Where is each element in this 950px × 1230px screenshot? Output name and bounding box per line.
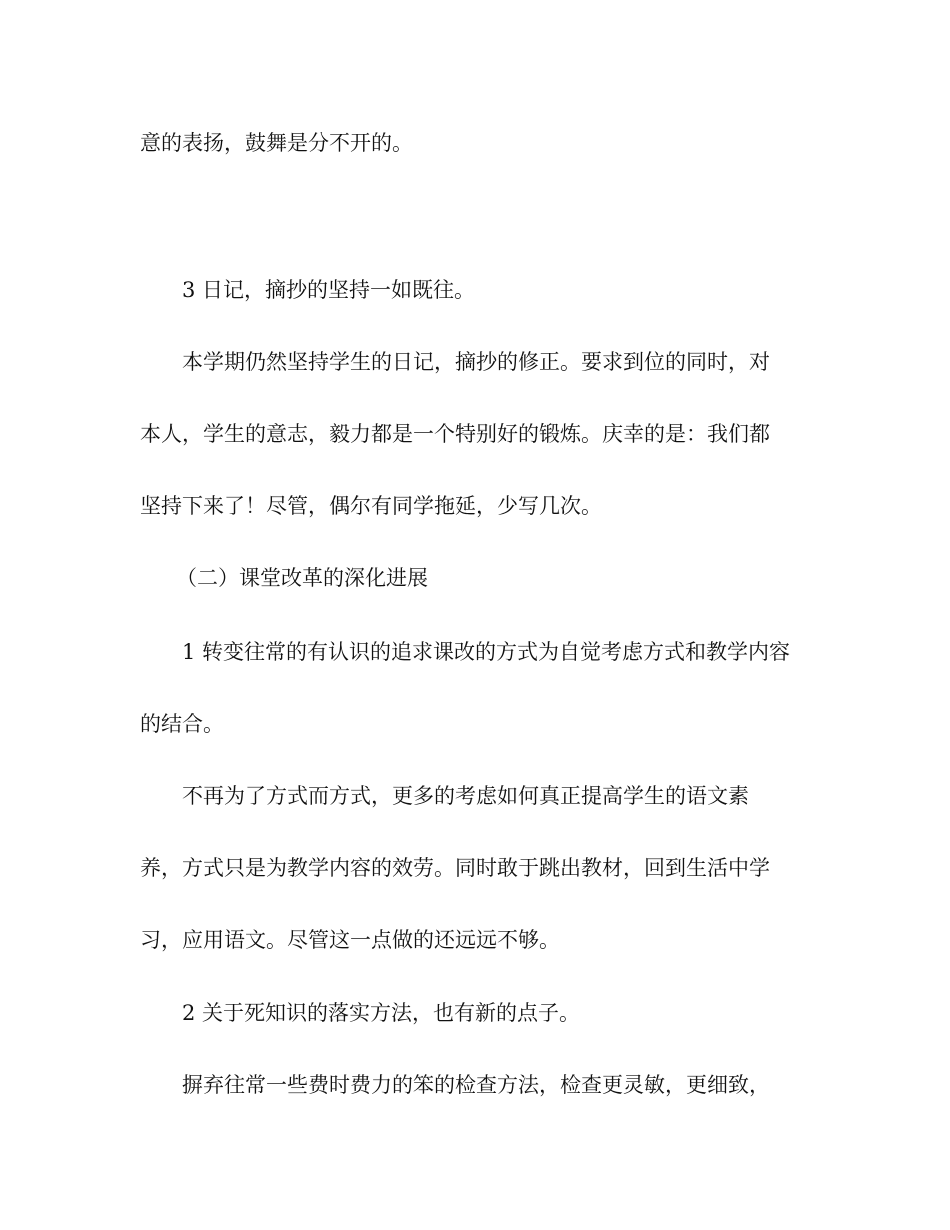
paragraph-line: 坚持下来了！尽管，偶尔有同学拖延，少写几次。 <box>140 494 602 518</box>
paragraph-line: 2 关于死知识的落实方法，也有新的点子。 <box>182 1001 581 1025</box>
paragraph-line: 意的表扬，鼓舞是分不开的。 <box>140 131 413 155</box>
paragraph-line: 摒弃往常一些费时费力的笨的检查方法，检查更灵敏，更细致， <box>182 1073 770 1097</box>
paragraph-line: 习，应用语文。尽管这一点做的还远远不够。 <box>140 928 560 952</box>
paragraph-line: 养，方式只是为教学内容的效劳。同时敢于跳出教材，回到生活中学 <box>140 856 770 880</box>
paragraph-line: 的结合。 <box>140 712 224 736</box>
paragraph-line: 本学期仍然坚持学生的日记，摘抄的修正。要求到位的同时，对 <box>182 350 770 374</box>
paragraph-line: 1 转变往常的有认识的追求课改的方式为自觉考虑方式和教学内容 <box>182 640 791 664</box>
section-heading-classroom-reform: （二）课堂改革的深化进展 <box>176 566 428 590</box>
paragraph-line: 不再为了方式而方式，更多的考虑如何真正提高学生的语文素 <box>182 784 749 808</box>
paragraph-line: 本人，学生的意志，毅力都是一个特别好的锻炼。庆幸的是：我们都 <box>140 422 770 446</box>
section-heading-diary: 3 日记，摘抄的坚持一如既往。 <box>182 278 476 302</box>
